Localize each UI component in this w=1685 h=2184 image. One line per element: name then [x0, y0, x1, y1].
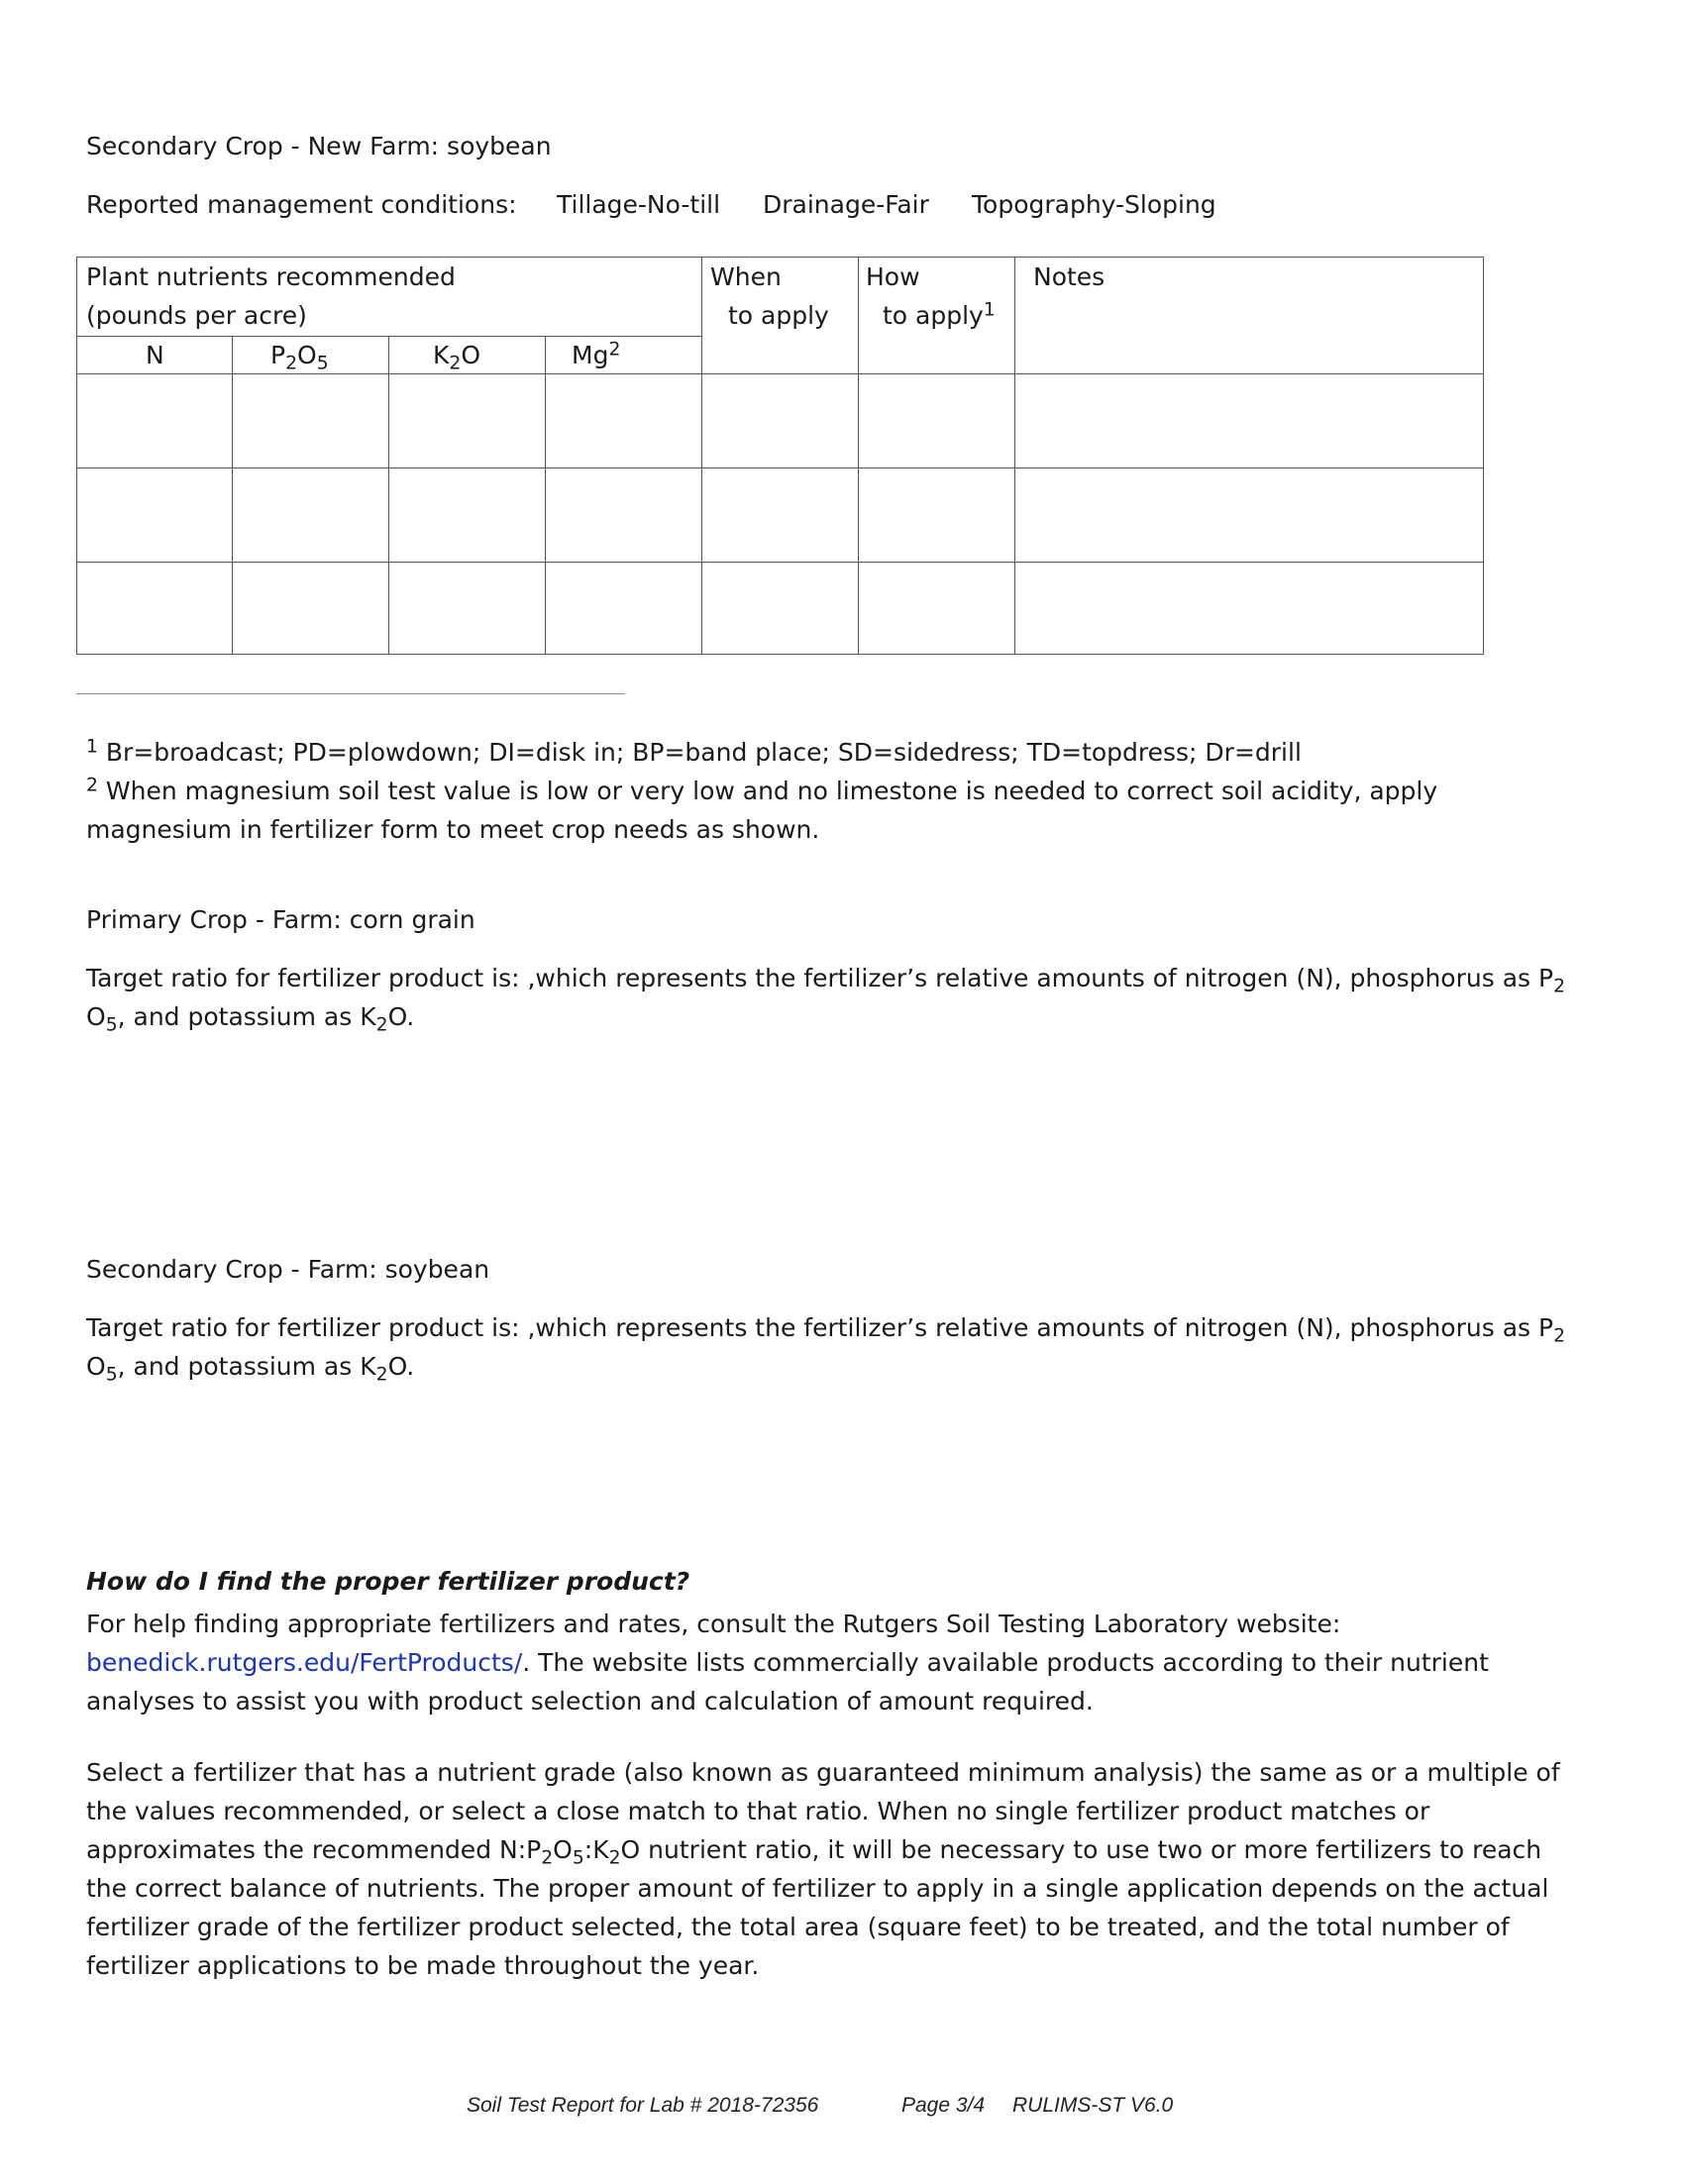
secondary-crop-heading: Secondary Crop - Farm: soybean	[86, 1255, 490, 1284]
footnote-2	[86, 772, 1437, 810]
p2-l3-b: O	[553, 1835, 573, 1864]
header-pounds-per-acre: (pounds per acre)	[86, 301, 307, 330]
header-notes: Notes	[1033, 262, 1106, 291]
mg-footnote-mark: 2	[608, 339, 621, 361]
tillage-condition: Tillage-No-till	[557, 190, 721, 219]
p2-l3-sub2: 5	[572, 1847, 584, 1869]
footer-version: RULIMS-ST V6.0	[1012, 2094, 1174, 2117]
secondary-ratio-line1	[86, 1308, 1565, 1347]
col-mg-base: Mg	[572, 341, 609, 369]
header-plant-nutrients: Plant nutrients recommended	[86, 262, 456, 291]
help-heading: How do I find the proper fertilizer product?	[86, 1567, 690, 1596]
secondary-new-heading: Secondary Crop - New Farm: soybean	[86, 132, 552, 160]
topography-condition: Topography-Sloping	[972, 190, 1216, 219]
col-mg	[572, 336, 620, 374]
col-k-o: O	[461, 341, 481, 369]
header-how: How	[866, 262, 920, 291]
col-k-sub: 2	[449, 353, 462, 374]
footnote-1-text: Br=broadcast; PD=plowdown; DI=disk in; BP=band place; SD=sidedress; TD=topdress; Dr=drill	[97, 738, 1302, 767]
help-p2-line3	[86, 1830, 1541, 1869]
primary-ratio-line1	[86, 959, 1565, 997]
primary-ratio-sub5: 5	[105, 1014, 118, 1036]
p2-l3-c: :K	[583, 1835, 609, 1864]
help-p1-line2	[86, 1643, 1489, 1682]
secondary-ratio-subk: 2	[375, 1364, 388, 1386]
col-p-base: P	[270, 341, 286, 369]
primary-ratio-sub: 2	[1553, 976, 1566, 997]
secondary-ratio-sub: 2	[1553, 1325, 1566, 1347]
help-p2-line1: Select a fertilizer that has a nutrient grade (also known as guaranteed minimum analysis) the same as or a multiple of	[86, 1758, 1560, 1787]
table-vline	[1014, 257, 1015, 655]
primary-ratio-o: O	[86, 1002, 106, 1031]
table-vline	[232, 336, 233, 655]
col-n: N	[146, 341, 164, 369]
col-k-base: K	[433, 341, 450, 369]
p2-l3-d: O nutrient ratio, it will be necessary to use two or more fertilizers to reach	[620, 1835, 1542, 1864]
footnote-2-text: When magnesium soil test value is low or very low and no limestone is needed to correct soil acidity, apply	[97, 777, 1438, 805]
nutrient-recommendation-table	[76, 257, 1484, 655]
help-p1-after-link: . The website lists commercially available products according to their nutrient	[522, 1648, 1489, 1677]
help-p2-line5: fertilizer grade of the fertilizer product selected, the total area (square feet) to be treated, and the total number of	[86, 1913, 1510, 1941]
header-when: When	[710, 262, 782, 291]
col-p2o5	[270, 336, 329, 374]
primary-ratio-end: O.	[387, 1002, 415, 1031]
table-vline	[701, 257, 702, 655]
footnote-2-mark: 2	[86, 775, 98, 796]
primary-ratio-subk: 2	[375, 1014, 388, 1036]
table-vline	[388, 336, 389, 655]
help-p2-line4: the correct balance of nutrients. The proper amount of fertilizer to apply in a single application depends on the actual	[86, 1874, 1549, 1903]
fert-products-link[interactable]: benedick.rutgers.edu/FertProducts/	[86, 1648, 523, 1677]
col-p-sub2: 5	[316, 353, 329, 374]
help-p1-line3: analyses to assist you with product selection and calculation of amount required.	[86, 1687, 1094, 1716]
col-k2o	[433, 336, 480, 374]
footnote-2-continued: magnesium in fertilizer form to meet crop needs as shown.	[86, 815, 820, 844]
p2-l3-sub3: 2	[608, 1847, 621, 1869]
conditions-label: Reported management conditions:	[86, 190, 517, 219]
table-vline	[858, 257, 859, 655]
footer-report: Soil Test Report for Lab # 2018-72356	[467, 2094, 819, 2117]
p2-l3-sub1: 2	[541, 1847, 554, 1869]
help-p2-line2: the values recommended, or select a close match to that ratio. When no single fertilizer product matches or	[86, 1797, 1430, 1825]
footnote-divider	[76, 693, 625, 694]
footnote-1	[86, 733, 1302, 772]
help-p2-line6: fertilizer applications to be made throughout the year.	[86, 1951, 760, 1980]
primary-crop-heading: Primary Crop - Farm: corn grain	[86, 905, 475, 934]
header-to-apply: to apply	[728, 301, 829, 330]
footnote-1-mark: 1	[86, 736, 98, 758]
col-p-o: O	[297, 341, 317, 369]
col-p-sub1: 2	[285, 353, 298, 374]
primary-ratio-text: Target ratio for fertilizer product is: ,which represents the fertilizer’s relative amounts of nitrogen (N), phosphorus as P	[86, 964, 1554, 992]
header-how-to-apply	[883, 296, 996, 335]
secondary-ratio-line2	[86, 1347, 414, 1386]
primary-ratio-line2	[86, 997, 414, 1036]
primary-ratio-mid: , and potassium as K	[117, 1002, 376, 1031]
drainage-condition: Drainage-Fair	[763, 190, 929, 219]
table-hline	[76, 562, 1484, 563]
help-p1-line1: For help finding appropriate fertilizers and rates, consult the Rutgers Soil Testing Laboratory website:	[86, 1610, 1341, 1638]
p2-l3-a: approximates the recommended N:P	[86, 1835, 542, 1864]
secondary-ratio-text: Target ratio for fertilizer product is: ,which represents the fertilizer’s relative amounts of nitrogen (N), phosphorus as P	[86, 1313, 1554, 1342]
how-footnote-mark: 1	[983, 299, 996, 321]
how-to-apply-text: to apply	[883, 301, 984, 330]
table-vline	[545, 336, 546, 655]
secondary-ratio-o: O	[86, 1352, 106, 1381]
secondary-ratio-end: O.	[387, 1352, 415, 1381]
footer-page: Page 3/4	[901, 2094, 986, 2117]
secondary-ratio-mid: , and potassium as K	[117, 1352, 376, 1381]
secondary-ratio-sub5: 5	[105, 1364, 118, 1386]
